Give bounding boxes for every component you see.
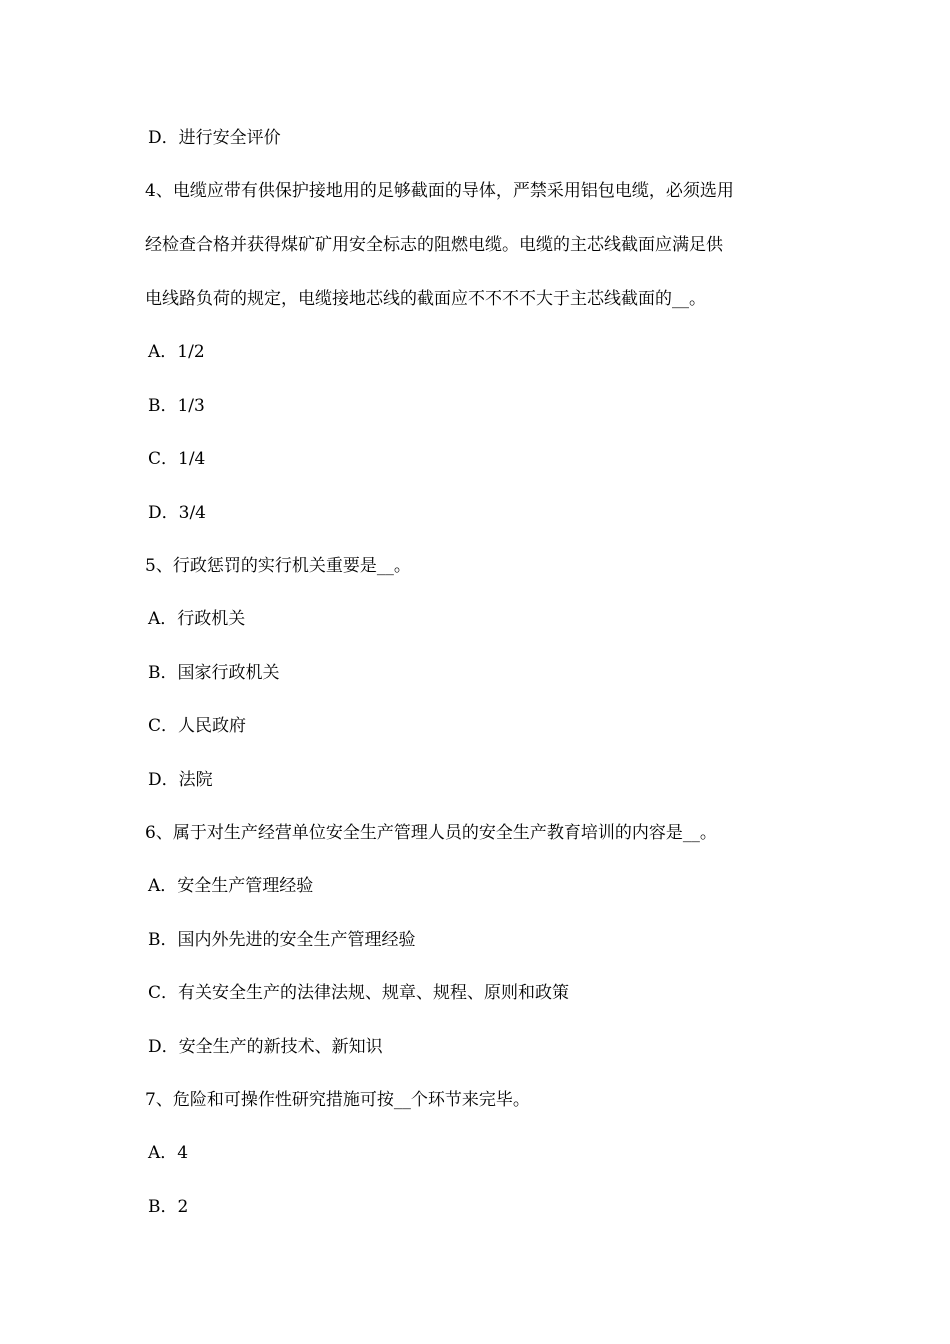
option-d-q4: D．3/4 bbox=[148, 503, 206, 523]
question-6: 6、属于对生产经营单位安全生产管理人员的安全生产教育培训的内容是__。 bbox=[145, 823, 717, 843]
option-a-q6: A．安全生产管理经验 bbox=[148, 876, 314, 896]
option-d-q5: D．法院 bbox=[148, 770, 213, 790]
question-7: 7、危险和可操作性研究措施可按__个环节来完毕。 bbox=[145, 1090, 530, 1110]
question-5: 5、行政惩罚的实行机关重要是__。 bbox=[145, 556, 411, 576]
option-a-q4: A．1/2 bbox=[148, 342, 205, 362]
question-4-line-1: 4、电缆应带有供保护接地用的足够截面的导体，严禁采用铝包电缆，必须选用 bbox=[145, 181, 734, 201]
option-b-q6: B．国内外先进的安全生产管理经验 bbox=[148, 930, 416, 950]
option-b-q4: B．1/3 bbox=[148, 396, 205, 416]
option-d-q6: D．安全生产的新技术、新知识 bbox=[148, 1037, 383, 1057]
option-a-q7: A．4 bbox=[148, 1143, 189, 1163]
question-4-line-2: 经检查合格并获得煤矿矿用安全标志的阻燃电缆。电缆的主芯线截面应满足供 bbox=[145, 235, 723, 255]
option-b-q5: B．国家行政机关 bbox=[148, 663, 280, 683]
question-4-line-3: 电线路负荷的规定，电缆接地芯线的截面应不不不不大于主芯线截面的__。 bbox=[145, 289, 706, 309]
option-a-q5: A．行政机关 bbox=[148, 609, 246, 629]
option-b-q7: B．2 bbox=[148, 1197, 189, 1217]
option-d-q3: D．进行安全评价 bbox=[148, 128, 281, 148]
option-c-q4: C．1/4 bbox=[148, 449, 206, 469]
option-c-q5: C．人民政府 bbox=[148, 716, 247, 736]
option-c-q6: C．有关安全生产的法律法规、规章、规程、原则和政策 bbox=[148, 983, 570, 1003]
